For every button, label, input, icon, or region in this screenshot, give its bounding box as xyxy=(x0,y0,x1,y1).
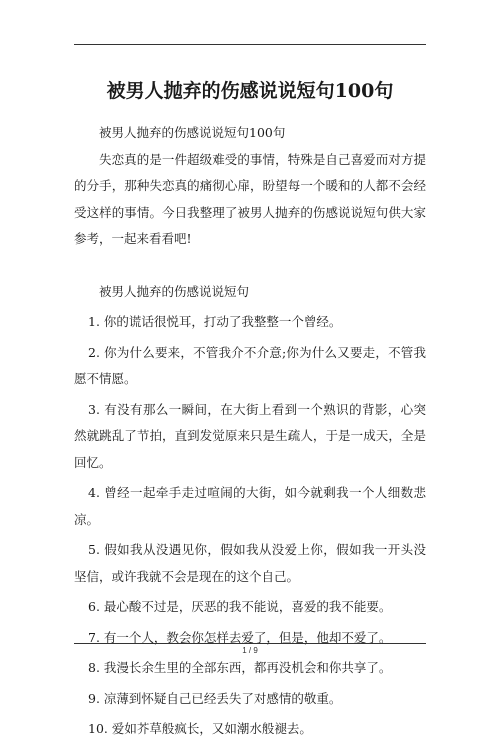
item-number: 10. xyxy=(88,721,108,736)
page-number: 1 / 9 xyxy=(242,646,258,655)
item-number: 6. xyxy=(88,599,100,614)
list-item xyxy=(74,712,426,743)
document-title: 被男人抛弃的伤感说说短句100句 xyxy=(106,80,394,102)
item-number: 3. xyxy=(88,401,100,417)
item-number: 1. xyxy=(88,314,100,329)
item-text: 假如我从没遇见你，假如我从没爱上你，假如我一开头没坚信，或许我就不会是现在的这个自己。 xyxy=(74,542,426,584)
item-number: 5. xyxy=(88,542,100,557)
list-item xyxy=(74,651,426,682)
item-text: 曾经一起牵手走过喧闹的大街，如今就剩我一个人细数悲凉。 xyxy=(74,485,426,527)
item-number: 4. xyxy=(88,485,100,500)
item-text: 我漫长余生里的全部东西，都再没机会和你共享了。 xyxy=(103,660,392,675)
item-text: 最心酸不过是，厌恶的我不能说，喜爱的我不能要。 xyxy=(103,599,392,614)
list-item xyxy=(74,590,426,621)
footer-rule xyxy=(74,643,426,644)
item-number: 9. xyxy=(88,690,100,706)
subtitle: 被男人抛弃的伤感说说短句100句 xyxy=(99,125,286,140)
list-item xyxy=(74,533,426,590)
section-heading: 被男人抛弃的伤感说说短句 xyxy=(99,283,250,299)
list-item xyxy=(74,305,426,336)
paragraph-gap xyxy=(74,253,426,279)
list-item xyxy=(74,476,426,533)
quote-list xyxy=(74,305,426,743)
item-number: 2. xyxy=(88,344,100,360)
intro-paragraph: 失恋真的是一件超级难受的事情，特殊是自己喜爱而对方提的分手，那种失恋真的痛彻心扉，盼望每一个暖和的人都不会经受这样的事情。今日我整理了被男人抛弃的伤感说说短句供大家参考，一起来看看吧! xyxy=(74,151,426,246)
list-item xyxy=(74,393,426,477)
item-number: 7. xyxy=(88,629,100,645)
item-text: 爱如芥草般疯长，又如潮水般褪去。 xyxy=(111,721,312,736)
header-rule xyxy=(74,44,426,45)
item-text: 你的谎话很悦耳，打动了我整整一个曾经。 xyxy=(103,314,342,329)
item-text: 有没有那么一瞬间，在大街上看到一个熟识的背影，心突然就跳乱了节拍，直到发觉原来只是生疏人，于是一成天，全是回忆。 xyxy=(74,401,426,470)
item-text: 你为什么要来，不管我介不介意;你为什么又要走，不管我愿不情愿。 xyxy=(74,344,426,386)
item-number: 8. xyxy=(88,660,100,675)
list-item xyxy=(74,682,426,713)
item-text: 凉薄到怀疑自己已经丢失了对感情的敬重。 xyxy=(103,690,342,706)
item-text: 有一个人，教会你怎样去爱了，但是，他却不爱了。 xyxy=(103,629,392,645)
list-item xyxy=(74,336,426,393)
